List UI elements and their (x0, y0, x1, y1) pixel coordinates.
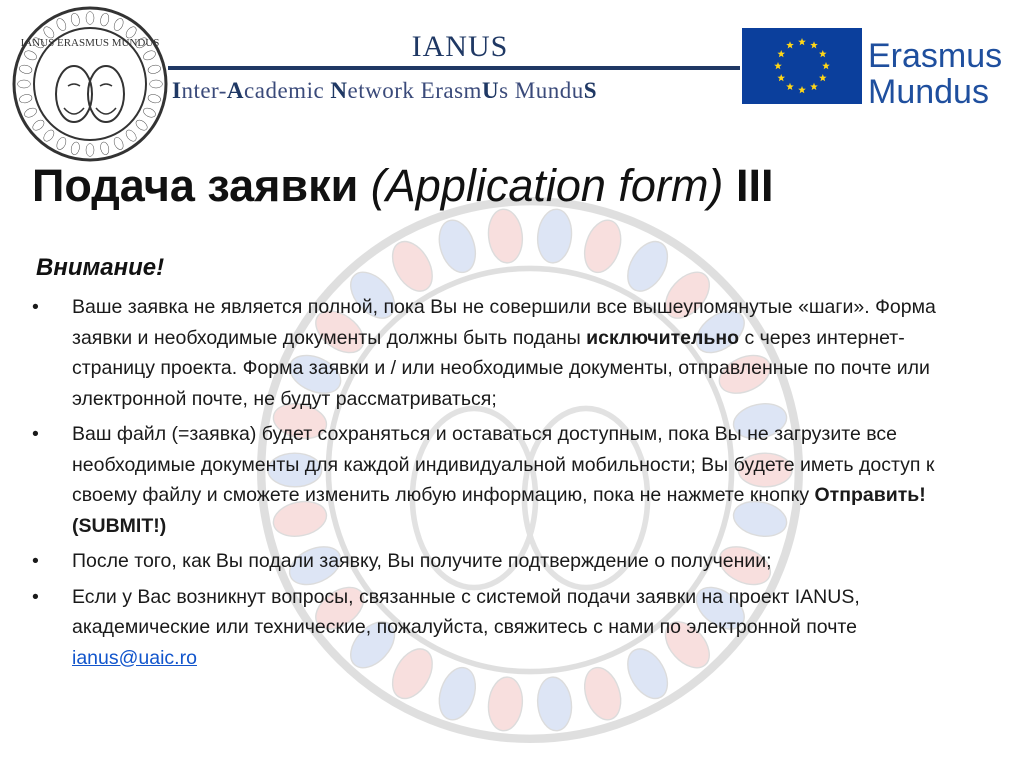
bullet-text: с через интернет-страницу проекта. Форма заявки и / или необходимые документы, отправленные по почте или электронной почте, не будут рассматриваться; (72, 326, 930, 410)
bullet-marker: • (32, 296, 39, 318)
seal-bead (18, 80, 31, 88)
bullet-text: После того, как Вы подали заявку, Вы получите подтверждение о получении; (72, 550, 772, 572)
subtitle-part: s Mundu (499, 78, 584, 103)
title-russian: Подача заявки (32, 160, 359, 211)
bullet-list (32, 292, 966, 678)
bullet-marker: • (32, 423, 39, 445)
seal-bead (150, 80, 163, 88)
seal-bead (578, 216, 627, 278)
subtitle-part: cademic (244, 78, 331, 103)
bullet-marker: • (32, 585, 39, 608)
project-title: IANUS (411, 30, 509, 63)
erasmus-word: Erasmus (868, 37, 1003, 75)
subtitle-part: A (226, 78, 245, 103)
subtitle-part: S (583, 78, 598, 103)
attention-heading: Внимание! (36, 254, 165, 281)
seal-bead (535, 675, 574, 732)
subtitle-part: N (330, 78, 348, 103)
bullet-item (32, 292, 966, 414)
seal-bead (486, 675, 525, 732)
project-subtitle (172, 78, 597, 104)
erasmus-mundus-logo-text (868, 38, 1002, 110)
title-number: III (735, 160, 774, 211)
subtitle-part: U (481, 78, 500, 103)
seal-bead (486, 208, 525, 265)
bullet-bold-text: Отправить! (SUBMIT!) (72, 484, 926, 537)
header-divider (168, 66, 740, 70)
subtitle-part: I (172, 78, 182, 103)
bullet-item (32, 419, 966, 541)
subtitle-part: nter- (181, 78, 227, 103)
seal-bead (433, 216, 482, 278)
seal-bead (535, 208, 574, 265)
bullet-marker: • (32, 550, 39, 572)
slide-title (32, 160, 773, 212)
subtitle-part: etwork Erasm (347, 78, 482, 103)
ianus-logo-icon (10, 4, 170, 164)
title-english: (Application form) (370, 160, 724, 211)
seal-bead (86, 144, 94, 157)
mundus-word: Mundus (868, 73, 989, 111)
eu-flag-icon (742, 28, 862, 104)
bullet-text: Если у Вас возникнут вопросы, связанные с системой подачи заявки на проект IANUS, академические или технические, пожалуйста, свяжитесь с нами по электронной почте (72, 585, 860, 638)
seal-bead (384, 235, 440, 298)
bullet-item (32, 582, 966, 674)
seal-bead (86, 12, 94, 25)
bullet-text: Ваше заявка не является полной, пока Вы не совершили все вышеупомянутые «шаги». Форма заявки и необходимые документы должны быть поданы (72, 296, 936, 349)
email-link[interactable]: ianus@uaic.ro (72, 646, 197, 669)
bullet-text: Ваш файл (=заявка) будет сохраняться и оставаться доступным, пока Вы не загрузите все необходимые документы для каждой индивидуальной мобильности; Вы будете иметь доступ к своему файлу и сможете изменить любую информацию, пока не нажмете кнопку (72, 423, 935, 506)
seal-bead (620, 235, 676, 298)
svg-text:IANUS ERASMUS MUNDUS: IANUS ERASMUS MUNDUS (20, 37, 160, 49)
bullet-bold-text: исключительно (586, 326, 740, 349)
bullet-item (32, 546, 966, 577)
